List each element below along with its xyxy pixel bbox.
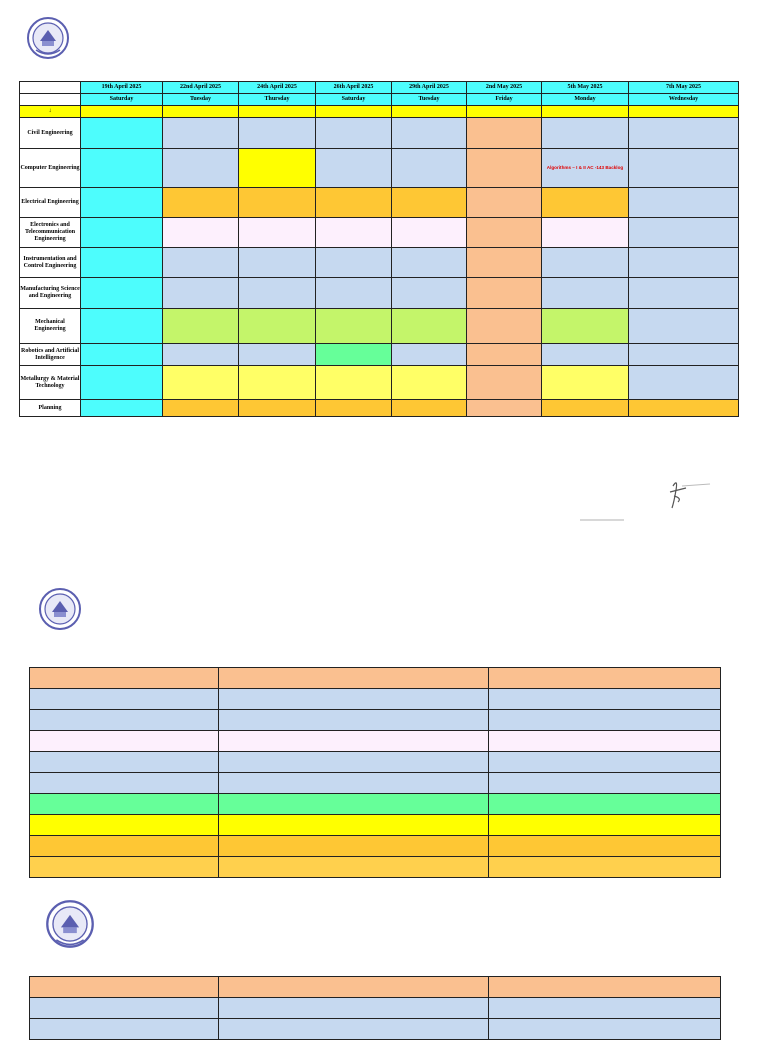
legend-cell (489, 998, 721, 1019)
legend-row (30, 836, 721, 857)
department-label: Civil Engineering (20, 118, 81, 149)
department-label: Manufacturing Science and Engineering (20, 278, 81, 309)
schedule-cell (392, 149, 467, 188)
day-cell: Wednesday (629, 94, 739, 106)
schedule-cell (81, 118, 163, 149)
schedule-cell (81, 366, 163, 400)
legend-row (30, 857, 721, 878)
marker-row (20, 106, 739, 118)
schedule-cell (392, 344, 467, 366)
schedule-cell (81, 344, 163, 366)
schedule-cell (542, 188, 629, 218)
schedule-cell (239, 118, 316, 149)
schedule-cell (81, 188, 163, 218)
legend-cell (489, 773, 721, 794)
legend-cell (219, 998, 489, 1019)
legend-cell (489, 689, 721, 710)
exam-timetable (19, 81, 739, 417)
day-cell: Monday (542, 94, 629, 106)
schedule-cell (392, 278, 467, 309)
legend-cell (30, 977, 219, 998)
schedule-cell (316, 366, 392, 400)
legend-row (30, 731, 721, 752)
schedule-cell (467, 149, 542, 188)
schedule-cell (239, 309, 316, 344)
schedule-cell (467, 400, 542, 417)
schedule-cell (163, 309, 239, 344)
department-row (20, 278, 739, 309)
date-cell: 22nd April 2025 (163, 82, 239, 94)
department-label: Electrical Engineering (20, 188, 81, 218)
legend-cell (219, 689, 489, 710)
schedule-cell (542, 309, 629, 344)
department-row (20, 118, 739, 149)
legend-cell (219, 1019, 489, 1040)
legend-row (30, 668, 721, 689)
department-row (20, 149, 739, 188)
legend-row (30, 1019, 721, 1040)
legend-cell (489, 857, 721, 878)
legend-cell (30, 731, 219, 752)
schedule-cell (542, 149, 629, 188)
schedule-cell (542, 278, 629, 309)
legend-row (30, 773, 721, 794)
day-row (20, 94, 739, 106)
schedule-cell (629, 149, 739, 188)
schedule-cell (316, 218, 392, 248)
schedule-cell (467, 218, 542, 248)
schedule-cell (629, 118, 739, 149)
legend-row (30, 752, 721, 773)
schedule-cell (316, 309, 392, 344)
schedule-cell (392, 309, 467, 344)
legend-cell (30, 752, 219, 773)
seal-icon (45, 899, 95, 949)
schedule-cell (239, 400, 316, 417)
day-cell: Friday (467, 94, 542, 106)
schedule-cell (163, 344, 239, 366)
date-cell: 29th April 2025 (392, 82, 467, 94)
schedule-cell (163, 400, 239, 417)
department-label: Computer Engineering (20, 149, 81, 188)
schedule-cell (629, 248, 739, 278)
legend-row (30, 689, 721, 710)
legend-cell (489, 710, 721, 731)
schedule-cell (239, 218, 316, 248)
schedule-cell (316, 149, 392, 188)
department-row (20, 248, 739, 278)
legend-row (30, 710, 721, 731)
day-cell: Saturday (316, 94, 392, 106)
department-row (20, 188, 739, 218)
schedule-cell (81, 149, 163, 188)
department-label: Mechanical Engineering (20, 309, 81, 344)
legend-cell (30, 668, 219, 689)
date-cell: 7th May 2025 (629, 82, 739, 94)
schedule-cell (163, 218, 239, 248)
schedule-cell (81, 400, 163, 417)
department-row (20, 400, 739, 417)
date-cell: 5th May 2025 (542, 82, 629, 94)
legend-cell (219, 773, 489, 794)
department-label: Metallurgy & Material Technology (20, 366, 81, 400)
seal-icon (26, 16, 70, 60)
legend-table-2 (29, 976, 721, 1040)
legend-cell (489, 794, 721, 815)
day-cell: Tuesday (392, 94, 467, 106)
schedule-cell (239, 344, 316, 366)
legend-cell (219, 794, 489, 815)
schedule-cell (629, 344, 739, 366)
legend-cell (219, 710, 489, 731)
schedule-cell (163, 188, 239, 218)
legend-cell (219, 668, 489, 689)
schedule-cell (81, 309, 163, 344)
day-cell: Saturday (81, 94, 163, 106)
schedule-cell (467, 248, 542, 278)
department-label: Instrumentation and Control Engineering (20, 248, 81, 278)
schedule-cell (239, 278, 316, 309)
date-cell: 2nd May 2025 (467, 82, 542, 94)
schedule-cell (239, 248, 316, 278)
college-logo (26, 16, 70, 60)
schedule-cell (392, 366, 467, 400)
legend-cell (30, 773, 219, 794)
legend-cell (30, 710, 219, 731)
schedule-cell (316, 400, 392, 417)
schedule-cell (542, 118, 629, 149)
schedule-cell (467, 118, 542, 149)
legend-cell (489, 731, 721, 752)
legend-cell (219, 836, 489, 857)
schedule-cell (392, 118, 467, 149)
schedule-cell (392, 188, 467, 218)
date-cell: 24th April 2025 (239, 82, 316, 94)
day-cell: Tuesday (163, 94, 239, 106)
schedule-cell (81, 278, 163, 309)
schedule-cell (629, 278, 739, 309)
schedule-cell (239, 149, 316, 188)
schedule-cell (163, 366, 239, 400)
legend-row (30, 815, 721, 836)
schedule-cell (629, 218, 739, 248)
schedule-cell (467, 188, 542, 218)
schedule-cell (392, 248, 467, 278)
department-label: Electronics and Telecommunication Engineering (20, 218, 81, 248)
schedule-cell (81, 218, 163, 248)
legend-cell (30, 1019, 219, 1040)
day-cell: Thursday (239, 94, 316, 106)
schedule-cell (392, 218, 467, 248)
schedule-cell (316, 248, 392, 278)
date-row (20, 82, 739, 94)
college-logo-2 (38, 587, 82, 635)
corner-cell (20, 94, 81, 106)
legend-row (30, 977, 721, 998)
legend-cell (30, 836, 219, 857)
schedule-cell (239, 188, 316, 218)
legend-row (30, 998, 721, 1019)
department-label: Planning (20, 400, 81, 417)
department-rows (20, 118, 739, 417)
schedule-cell (163, 118, 239, 149)
department-row (20, 366, 739, 400)
schedule-cell (467, 278, 542, 309)
legend-cell (30, 998, 219, 1019)
legend-cell (219, 857, 489, 878)
legend-cell (30, 794, 219, 815)
schedule-cell (629, 309, 739, 344)
college-logo-3 (45, 899, 95, 949)
schedule-cell (542, 218, 629, 248)
schedule-cell (542, 344, 629, 366)
schedule-cell (316, 278, 392, 309)
schedule-cell (316, 188, 392, 218)
legend-cell (219, 815, 489, 836)
legend-cell (219, 752, 489, 773)
legend-cell (489, 836, 721, 857)
schedule-cell (542, 366, 629, 400)
schedule-cell (629, 400, 739, 417)
seal-icon (38, 587, 82, 635)
date-cell: 19th April 2025 (81, 82, 163, 94)
schedule-cell (163, 149, 239, 188)
legend-cell (219, 731, 489, 752)
down-arrow-icon: ↓ (20, 106, 81, 118)
legend-cell (219, 977, 489, 998)
backlog-note: Algorithms – I & II AC -143 Backlog (546, 164, 624, 170)
legend-cell (489, 815, 721, 836)
schedule-cell (163, 278, 239, 309)
signature (578, 478, 718, 533)
schedule-cell (239, 366, 316, 400)
schedule-cell (163, 248, 239, 278)
legend-cell (30, 857, 219, 878)
schedule-cell (316, 118, 392, 149)
corner-cell (20, 82, 81, 94)
schedule-cell (467, 309, 542, 344)
schedule-cell (81, 248, 163, 278)
department-row (20, 218, 739, 248)
legend-cell (30, 815, 219, 836)
legend-row (30, 794, 721, 815)
schedule-cell (467, 366, 542, 400)
schedule-cell (542, 248, 629, 278)
legend-cell (489, 752, 721, 773)
schedule-cell (467, 344, 542, 366)
legend-table-1 (29, 667, 721, 878)
schedule-cell (392, 400, 467, 417)
date-cell: 26th April 2025 (316, 82, 392, 94)
legend-cell (489, 668, 721, 689)
department-row (20, 344, 739, 366)
legend-cell (489, 977, 721, 998)
department-row (20, 309, 739, 344)
schedule-cell (629, 366, 739, 400)
schedule-cell (542, 400, 629, 417)
legend-cell (30, 689, 219, 710)
legend-cell (489, 1019, 721, 1040)
department-label: Robotics and Artificial Intelligence (20, 344, 81, 366)
schedule-cell (316, 344, 392, 366)
schedule-cell (629, 188, 739, 218)
